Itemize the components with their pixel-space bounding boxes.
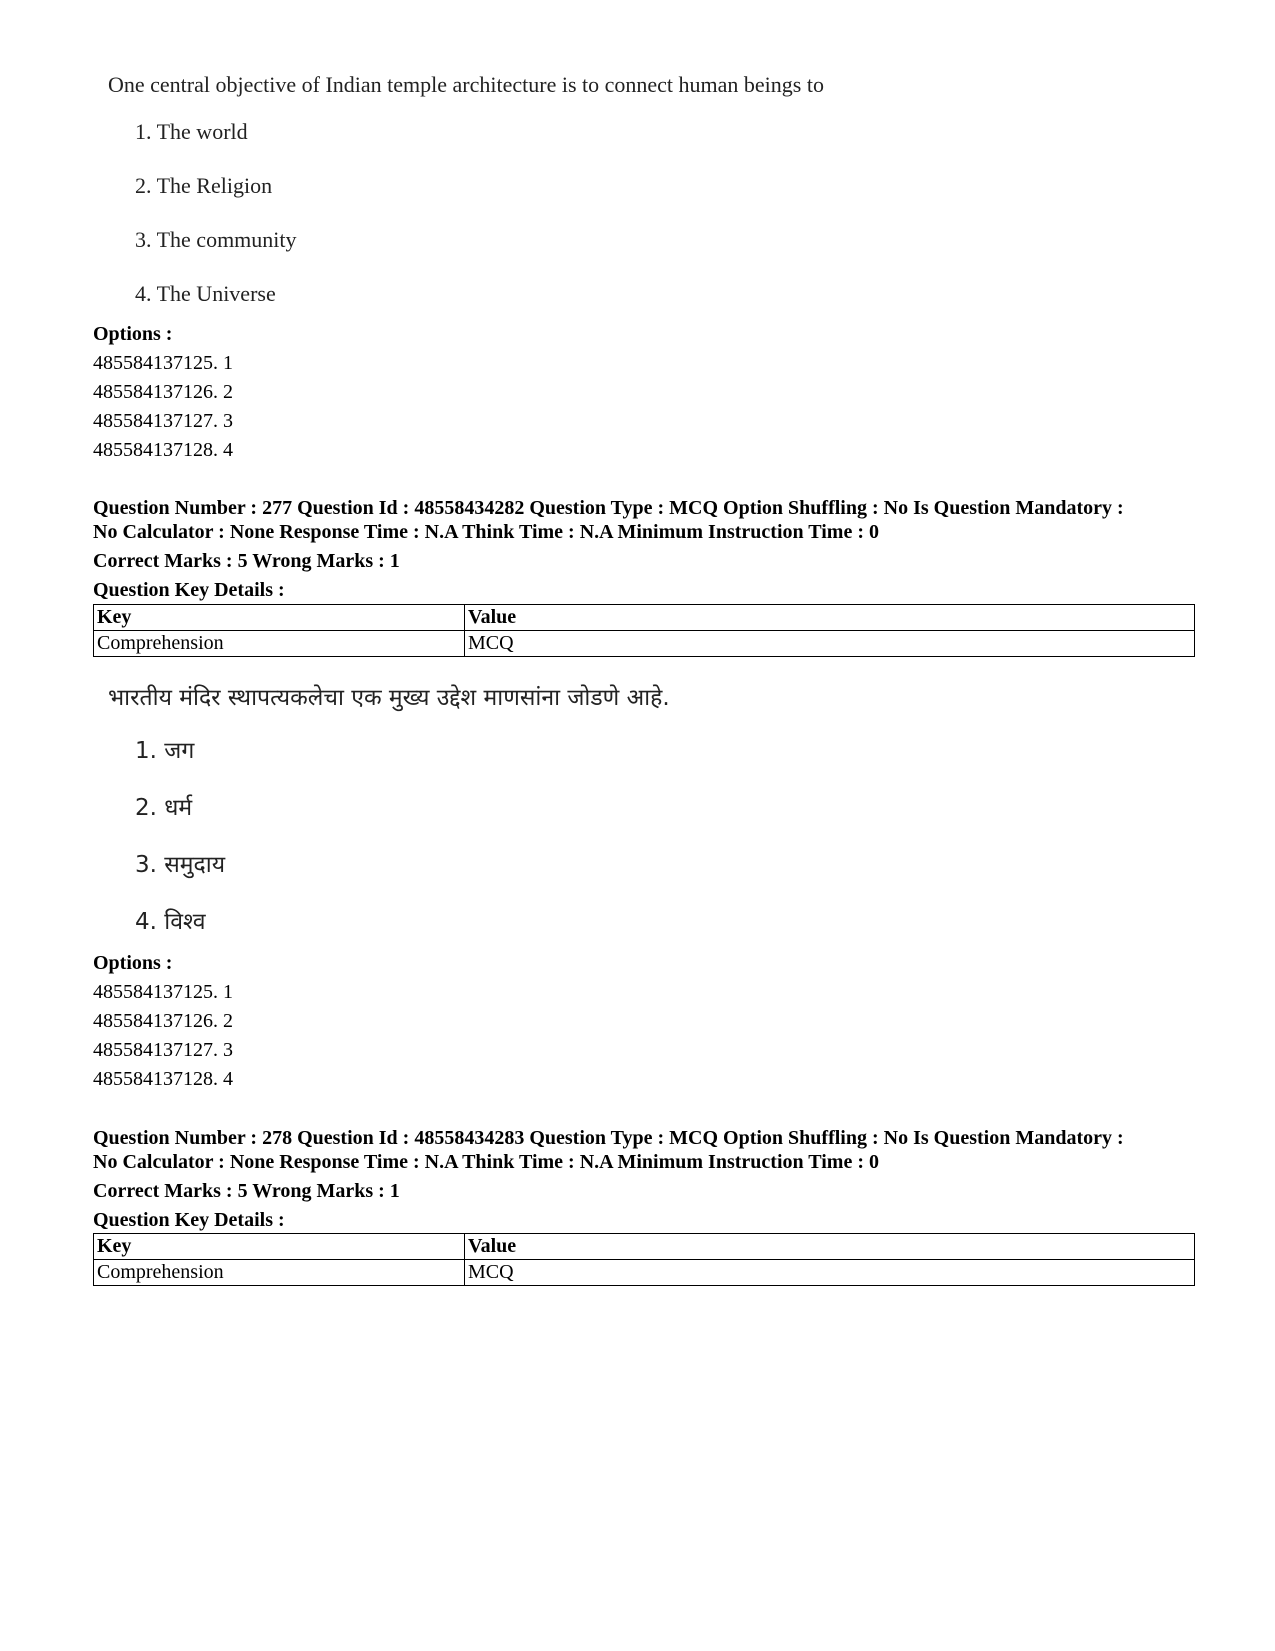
question-stem: One central objective of Indian temple architecture is to connect human beings to (108, 72, 824, 97)
options-block (93, 949, 233, 1094)
choice-item: 1. The world (135, 119, 248, 144)
option-item: 485584137128. 4 (93, 1068, 233, 1090)
question-meta-line: Question Number : 277 Question Id : 48558434282 Question Type : MCQ Option Shuffling : No Is Question Mandatory : (93, 497, 1124, 519)
choice-item: 4. विश्व (135, 909, 206, 935)
table-cell: Comprehension (94, 631, 465, 657)
table-header-row (94, 605, 1195, 631)
choice-item: 1. जग (135, 738, 195, 764)
question-meta-line: Question Number : 278 Question Id : 48558434283 Question Type : MCQ Option Shuffling : No Is Question Mandatory : (93, 1127, 1124, 1149)
table-header-cell: Key (94, 605, 465, 631)
question-278-meta (93, 1126, 1193, 1235)
question-meta-line: No Calculator : None Response Time : N.A Think Time : N.A Minimum Instruction Time : 0 (93, 521, 879, 543)
key-details-table (93, 604, 1195, 657)
key-details-heading: Question Key Details : (93, 579, 285, 601)
choice-item: 4. The Universe (135, 281, 276, 306)
question-meta-line: No Calculator : None Response Time : N.A Think Time : N.A Minimum Instruction Time : 0 (93, 1151, 879, 1173)
question-stem: भारतीय मंदिर स्थापत्यकलेचा एक मुख्य उद्देश माणसांना जोडणे आहे. (108, 685, 670, 711)
table-header-cell: Key (94, 1234, 465, 1260)
choice-list (108, 736, 670, 964)
choice-item: 3. The community (135, 227, 297, 252)
question-image-marathi (108, 680, 670, 964)
options-block (93, 320, 233, 465)
option-item: 485584137126. 2 (93, 381, 233, 403)
option-item: 485584137125. 1 (93, 981, 233, 1003)
option-item: 485584137128. 4 (93, 439, 233, 461)
choice-item: 2. The Religion (135, 173, 273, 198)
option-item: 485584137127. 3 (93, 1039, 233, 1061)
table-header-cell: Value (465, 1234, 1195, 1260)
choice-item: 3. समुदाय (135, 852, 226, 878)
table-cell: Comprehension (94, 1260, 465, 1286)
marks-line: Correct Marks : 5 Wrong Marks : 1 (93, 550, 400, 572)
key-details-heading: Question Key Details : (93, 1209, 285, 1231)
table-header-cell: Value (465, 605, 1195, 631)
table-cell: MCQ (465, 631, 1195, 657)
options-heading: Options : (93, 323, 173, 345)
table-row (94, 631, 1195, 657)
choice-item: 2. धर्म (135, 795, 193, 821)
option-item: 485584137125. 1 (93, 352, 233, 374)
choice-list (108, 118, 824, 334)
option-item: 485584137127. 3 (93, 410, 233, 432)
options-heading: Options : (93, 952, 173, 974)
table-row (94, 1260, 1195, 1286)
table-header-row (94, 1234, 1195, 1260)
table-cell: MCQ (465, 1260, 1195, 1286)
question-277-meta (93, 496, 1193, 605)
marks-line: Correct Marks : 5 Wrong Marks : 1 (93, 1180, 400, 1202)
key-details-table (93, 1233, 1195, 1286)
option-item: 485584137126. 2 (93, 1010, 233, 1032)
question-image-english (108, 72, 824, 334)
